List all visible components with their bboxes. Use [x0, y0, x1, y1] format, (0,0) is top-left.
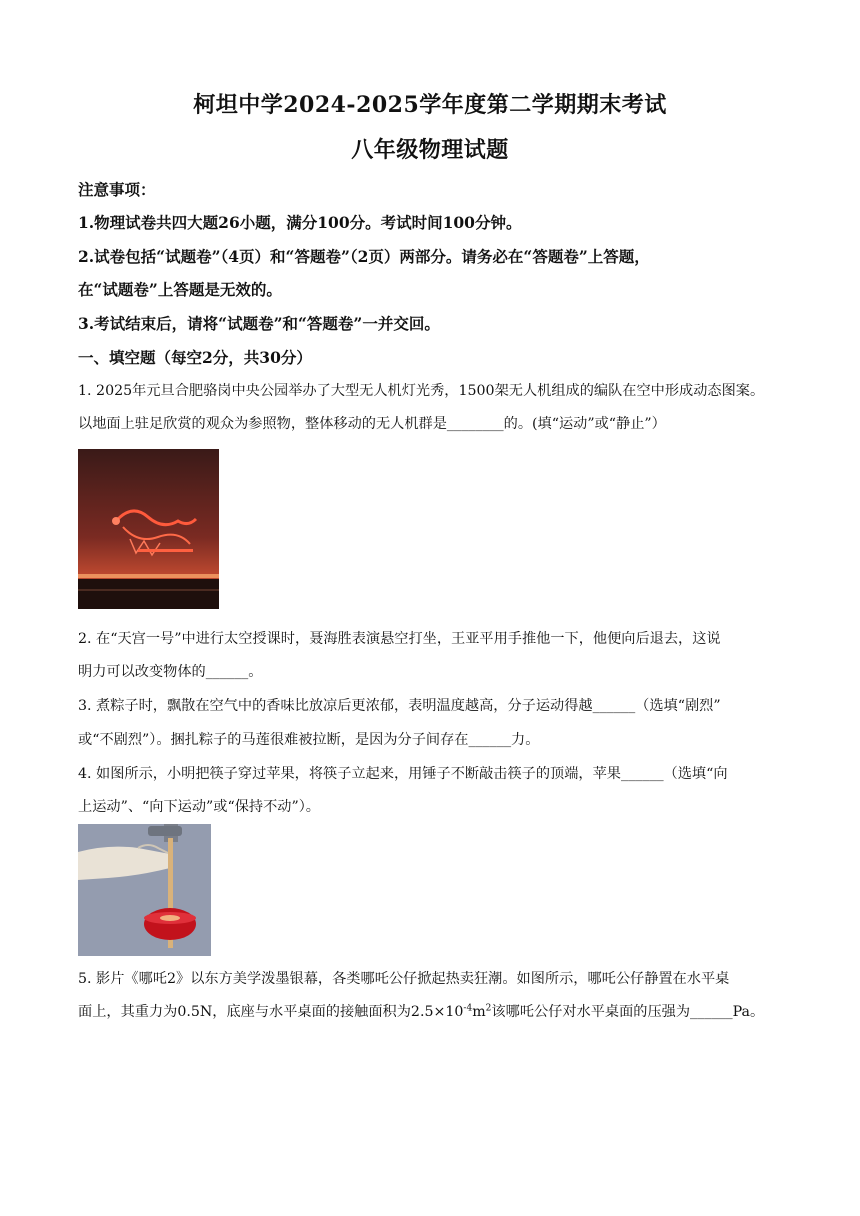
question-5-unit-exponent: 2	[485, 1003, 492, 1014]
exam-title: 柯坦中学2024-2025学年度第二学期期末考试	[193, 92, 667, 118]
question-5-line-2	[78, 1001, 788, 1021]
question-5-text-b: 该哪吒公仔对水平桌面的压强为______Pa。	[491, 1004, 765, 1020]
question-5-text-a: 面上，其重力为0.5N，底座与水平桌面的接触面积为2.5×10	[78, 1004, 464, 1020]
notes-item-3: 3.考试结束后，请将“试题卷”和“答题卷”一并交回。	[78, 314, 440, 333]
question-2-line-1: 2. 在“天宫一号”中进行太空授课时，聂海胜表演悬空打坐，王亚平用手推他一下，他便向后退去，这说	[78, 631, 721, 647]
exam-subtitle: 八年级物理试题	[351, 137, 509, 163]
apple-chopstick-photo	[78, 824, 211, 956]
section-1-heading: 一、填空题（每空2分，共30分）	[78, 348, 312, 367]
question-5-line-1: 5. 影片《哪吒2》以东方美学泼墨银幕，各类哪吒公仔掀起热卖狂潮。如图所示，哪吒公仔静置在水平桌	[78, 971, 730, 987]
notes-item-2-line-1: 2.试卷包括“试题卷”（4页）和“答题卷”（2页）两部分。请务必在“答题卷”上答题，	[78, 247, 650, 266]
question-4-line-1: 4. 如图所示，小明把筷子穿过苹果，将筷子立起来，用锤子不断敲击筷子的顶端，苹果______（选填“向	[78, 766, 728, 782]
question-4-line-2: 上运动”、“向下运动”或“保持不动”）。	[78, 799, 320, 815]
question-2-line-2: 明力可以改变物体的______。	[78, 664, 263, 680]
question-1-line-1: 1. 2025年元旦合肥骆岗中央公园举办了大型无人机灯光秀，1500架无人机组成的编队在空中形成动态图案。	[78, 383, 765, 399]
question-5-unit: m	[472, 1004, 486, 1020]
drone-show-photo	[78, 449, 219, 609]
notes-item-1: 1.物理试卷共四大题26小题，满分100分。考试时间100分钟。	[78, 213, 522, 232]
question-5-exponent: -4	[463, 1003, 473, 1014]
notes-item-2-line-2: 在“试题卷”上答题是无效的。	[78, 280, 282, 299]
notes-heading: 注意事项：	[78, 180, 156, 199]
question-1-line-2: 以地面上驻足欣赏的观众为参照物，整体移动的无人机群是________的。(填“运动”或“静止”）	[78, 416, 666, 432]
question-3-line-1: 3. 煮粽子时，飘散在空气中的香味比放凉后更浓郁，表明温度越高，分子运动得越______（选填“剧烈”	[78, 698, 721, 714]
question-3-line-2: 或“不剧烈”）。捆扎粽子的马莲很难被拉断，是因为分子间存在______力。	[78, 732, 540, 748]
